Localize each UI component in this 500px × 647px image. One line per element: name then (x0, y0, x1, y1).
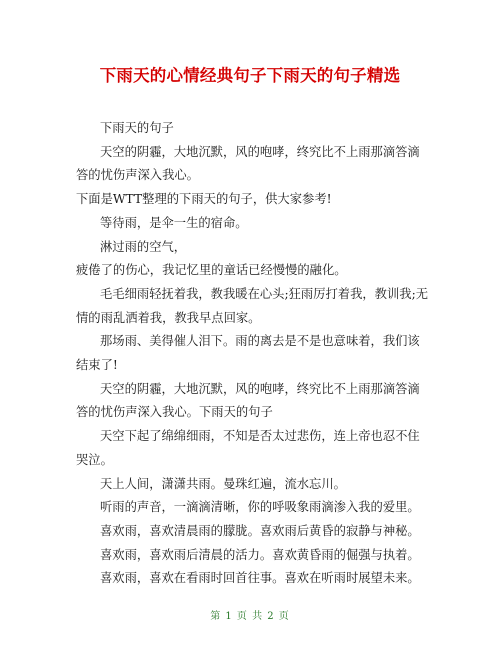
paragraph: 淋过雨的空气， (100, 239, 187, 254)
paragraph: 天上人间，潇潇共雨。曼珠红遍，流水忘川。 (100, 476, 346, 491)
paragraph: 天空下起了绵绵细雨，不知是否太过悲伤，连上帝也忍不住哭泣。 (76, 429, 420, 467)
paragraph: 毛毛细雨轻抚着我，教我暖在心头;狂雨厉打着我，教训我;无情的雨乱洒着我，教我早点回家。 (76, 286, 429, 325)
paragraph: 下雨天的句子 (100, 121, 174, 135)
paragraph: 那场雨、美得催人泪下。雨的离去是不是也意味着，我们该结束了! (76, 334, 420, 373)
page-number-footer: 第 1 页 共 2 页 (210, 611, 290, 622)
paragraph: 天空的阴霾，大地沉默，风的咆哮，终究比不上雨那滴答滴答的忧伤声深入我心。下雨天的句子 (76, 381, 420, 420)
document-title: 下雨天的心情经典句子下雨天的句子精选 (99, 66, 401, 85)
paragraph: 下面是WTT整理的下雨天的句子，供大家参考! (76, 192, 332, 207)
document-body (76, 117, 430, 591)
paragraph: 等待雨，是伞一生的宿命。 (100, 215, 248, 230)
paragraph: 喜欢雨，喜欢雨后清晨的活力。喜欢黄昏雨的倔强与执着。 (100, 547, 420, 562)
paragraph: 喜欢雨，喜欢清晨雨的朦胧。喜欢雨后黄昏的寂静与神秘。 (100, 523, 420, 538)
paragraph: 疲倦了的伤心，我记忆里的童话已经慢慢的融化。 (76, 263, 347, 278)
paragraph: 喜欢雨，喜欢在看雨时回首往事。喜欢在听雨时展望未来。 (100, 571, 420, 586)
paragraph: 天空的阴霾，大地沉默，风的咆哮，终究比不上雨那滴答滴答的忧伤声深入我心。 (76, 144, 420, 183)
paragraph: 听雨的声音，一滴滴清晰，你的呼吸象雨滴渗入我的爱里。 (100, 500, 420, 515)
